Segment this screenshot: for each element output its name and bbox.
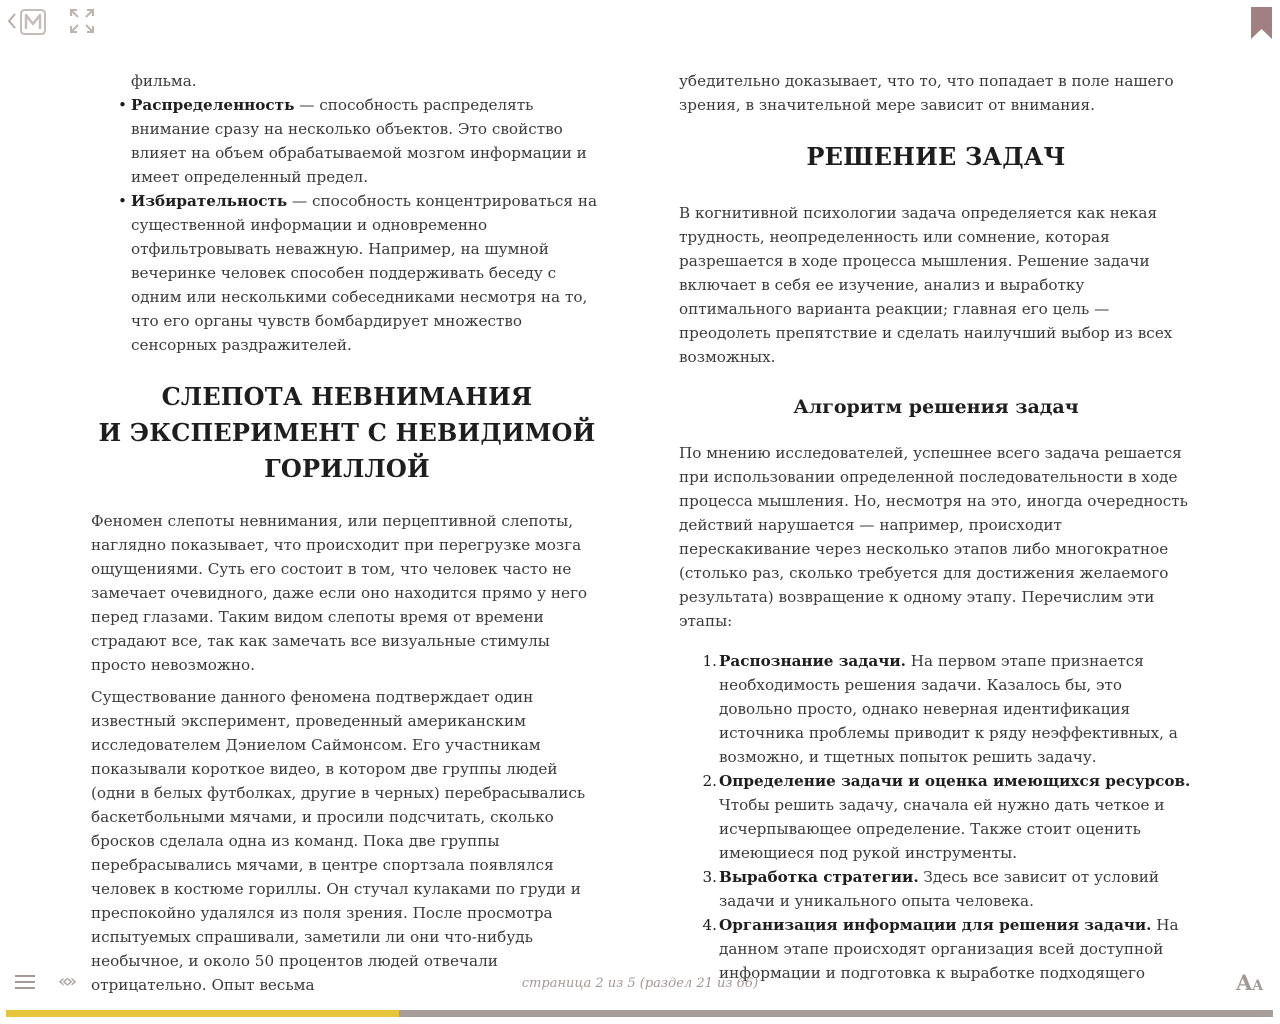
page-indicator: страница 2 из 5 (раздел 21 из 66)	[521, 976, 759, 991]
definition: На данном этапе происходят организация всей доступной информации и подготовка к выработке подходящего	[719, 916, 1179, 982]
term: Распознание задачи.	[719, 652, 906, 670]
term: Определение задачи и оценка имеющихся ресурсов.	[719, 772, 1191, 790]
paragraph: Существование данного феномена подтверждает один известный эксперимент, проведенный американским исследователем Дэниелом Саймонсом. Его участникам показывали короткое видео, в котором две группы людей (одни в белых футболках, другие в черных) перебрасывались баскетбольными мячами, и просили подсчитать, сколько бросков сделала одна из команд. Пока две группы перебрасывались мячами, в центре спортзала появлялся человек в костюме гориллы. Он стучал кулаками по груди и преспокойно удалялся из поля зрения. После просмотра испытуемых спрашивали, заметили ли они что-нибудь необычное, и около 50 процентов людей отвечали отрицательно. Опыт весьма	[91, 688, 586, 994]
paragraph: В когнитивной психологии задача определяется как некая трудность, неопределенность или сомнение, которая разрешается в ходе процесса мышления. Решение задачи включает в себя ее изучение, анализ и выработку оптимального варианта реакции; главная его цель — преодолеть препятствие и сделать наилучший выбор из всех возможных.	[679, 204, 1173, 366]
term: Выработка стратегии.	[719, 868, 919, 886]
definition: — способность концентрироваться на существенной информации и одновременно отфильтровывать неважную. Например, на шумной вечеринке человек способен поддерживать беседу с одним или несколькими собеседниками несмотря на то, что его органы чувств бомбардирует множество сенсорных раздражителей.	[131, 192, 597, 354]
paragraph: Феномен слепоты невнимания, или перцептивной слепоты, наглядно показывает, что происходит при перегрузке мозга ощущениями. Суть его состоит в том, что человек часто не замечает очевидного, даже если оно находится прямо у него перед глазами. Таким видом слепоты время от времени страдают все, так как замечать все визуальные стимулы просто невозможно.	[91, 512, 588, 674]
list-item	[702, 769, 1193, 865]
step-number: 3.	[702, 868, 717, 886]
list-item	[131, 189, 603, 357]
font-size-small-glyph: A	[1252, 978, 1264, 994]
right-page	[679, 69, 1193, 985]
definition: Чтобы решить задачу, сначала ей нужно дать четкое и исчерпывающее определение. Также стоит оценить имеющиеся под рукой инструменты.	[719, 796, 1165, 862]
definition: — способность распределять внимание сразу на несколько объектов. Это свойство влияет на объем обрабатываемой мозгом информации и имеет определенный предел.	[131, 96, 587, 186]
term: Распределенность	[131, 96, 295, 114]
section-heading: РЕШЕНИЕ ЗАДАЧ	[806, 142, 1066, 171]
definition: Здесь все зависит от условий задачи и уникального опыта человека.	[719, 868, 1159, 910]
font-size-button[interactable]	[1236, 970, 1263, 995]
term: Избирательность	[131, 192, 288, 210]
left-page	[91, 69, 603, 1005]
font-size-large-glyph: A	[1236, 970, 1253, 995]
list-item	[131, 93, 603, 189]
steps-list	[679, 649, 1193, 985]
step-number: 1.	[702, 652, 717, 670]
section-heading	[91, 379, 603, 487]
reading-progress-fill	[6, 1010, 399, 1017]
list-item	[702, 649, 1193, 769]
top-toolbar	[0, 0, 1280, 44]
paragraph: По мнению исследователей, успешнее всего задача решается при использовании определенной последовательности в ходе процесса мышления. Но, несмотря на это, иногда очередность действий нарушается — например, происходит перескакивание через несколько этапов либо многократное (столько раз, сколько требуется для достижения желаемого результата) возвращение к одному этапу. Перечислим эти этапы:	[679, 444, 1188, 630]
fullscreen-icon[interactable]	[69, 8, 95, 34]
definition: На первом этапе признается необходимость решения задачи. Казалось бы, это довольно просто, однако неверная идентификация источника проблемы приводит к ряду неэффективных, а возможно, и тщетных попыток решить задачу.	[719, 652, 1178, 766]
continuation-text: убедительно доказывает, что то, что попадает в поле нашего зрения, в значительной мере зависит от внимания.	[679, 72, 1174, 114]
step-number: 2.	[702, 772, 717, 790]
bookmark-icon[interactable]	[1251, 7, 1272, 39]
page-navigation-icon[interactable]: «»	[58, 971, 75, 992]
step-number: 4.	[702, 916, 717, 934]
term: Организация информации для решения задачи.	[719, 916, 1152, 934]
list-item	[702, 865, 1193, 913]
heading-line: СЛЕПОТА НЕВНИМАНИЯ	[161, 382, 533, 411]
heading-line: И ЭКСПЕРИМЕНТ С НЕВИДИМОЙ	[98, 418, 596, 447]
reading-progress-bar[interactable]	[6, 1010, 1273, 1017]
heading-line: ГОРИЛЛОЙ	[264, 454, 430, 483]
back-chevron-icon[interactable]	[7, 10, 17, 32]
subsection-heading: Алгоритм решения задач	[793, 396, 1079, 418]
continuation-text: фильма.	[131, 72, 197, 90]
attention-properties-list	[91, 93, 603, 357]
app-logo-icon[interactable]	[19, 8, 47, 36]
